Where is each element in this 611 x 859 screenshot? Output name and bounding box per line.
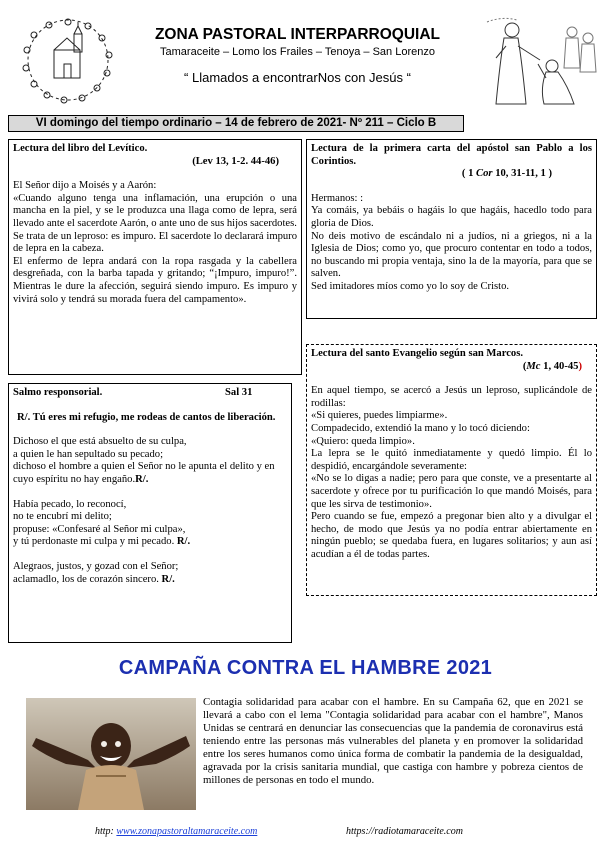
salmo-number: Sal 31 bbox=[225, 387, 253, 398]
salmo-verse: Dichoso el que está absuelto de su culpa, bbox=[13, 436, 187, 448]
levitico-ref: (Lev 13, 1-2. 44-46) bbox=[192, 155, 279, 167]
church-icon bbox=[54, 22, 82, 78]
corintios-ref: ( 1 Cor 10, 31-11, 1 ) bbox=[461, 168, 552, 180]
salmo-verse: propuse: «Confesaré al Señor mi culpa», bbox=[13, 523, 186, 535]
header-motto: “ Llamados a encontrarNos con Jesús “ bbox=[184, 70, 411, 85]
header-title: ZONA PASTORAL INTERPARROQUIAL bbox=[154, 26, 441, 43]
evangelio-ref: (Mc 1, 40-45) bbox=[522, 360, 582, 372]
levitico-reading bbox=[8, 139, 302, 375]
salmo-title-row bbox=[13, 387, 287, 400]
jesus-healing-illustration bbox=[482, 12, 600, 112]
children-ring-icon bbox=[23, 19, 112, 103]
footer-left bbox=[95, 826, 257, 837]
corintios-paragraph: No deis motivo de escándalo ni a judíos, ni a griegos, ni a la Iglesia de Dios; como yo, que procuro contentar en todo a todos, no buscando mi propia ventaja, sino la de la mayoría, para que se salven. bbox=[311, 230, 592, 280]
corintios-reading bbox=[306, 139, 597, 319]
corintios-paragraph: Hermanos: : bbox=[311, 192, 364, 204]
radio-link[interactable]: https://radiotamaraceite.com bbox=[346, 826, 463, 837]
header-subtitle: Tamaraceite – Lomo los Frailes – Tenoya – San Lorenzo bbox=[160, 46, 435, 58]
salmo-verse: Alegraos, justos, y gozad con el Señor; bbox=[13, 560, 179, 572]
leper-figure-icon bbox=[538, 60, 574, 104]
campaign-title: CAMPAÑA CONTRA EL HAMBRE 2021 bbox=[118, 657, 493, 679]
evangelio-paragraph: La lepra se le quitó inmediatamente y quedó limpio. Él lo despidió, encargándole severamente: bbox=[311, 448, 592, 472]
footer-http-prefix: http: bbox=[95, 826, 117, 837]
jesus-figure-icon bbox=[496, 23, 540, 104]
levitico-title: Lectura del libro del Levítico. bbox=[13, 143, 148, 154]
levitico-paragraph: El enfermo de lepra andará con la ropa rasgada y la cabellera desgreñada, con la barba tapada y gritando; “¡Impuro, impuro!”. Mientras le dure la afección, seguirá siendo impuro. Es impuro y vivirá solo y tendrá su morada fuera del campamento». bbox=[13, 255, 297, 305]
salmo-verse: aclamadlo, los de corazón sincero. R/. bbox=[13, 573, 175, 585]
salmo-responsorial bbox=[8, 383, 292, 643]
website-link[interactable]: www.zonapastoraltamaraceite.com bbox=[116, 826, 258, 837]
evangelio-paragraph: Pero cuando se fue, empezó a pregonar bien alto y a divulgar el hecho, de modo que Jesús ya no podía entrar abiertamente en ningún pueblo; se quedaba fuera, en lugares solitarios; y aun así acudían a él de todas partes. bbox=[311, 511, 592, 560]
salmo-title: Salmo responsorial. bbox=[13, 387, 103, 398]
salmo-verse: dichoso el hombre a quien el Señor no le apunta el delito y en cuyo espíritu no hay engaño.R/. bbox=[13, 461, 275, 485]
levitico-paragraph: Se trata de un leproso: es impuro. El sacerdote lo declarará impuro de lepra en la cabeza. bbox=[13, 230, 297, 255]
issue-info-bar: VI domingo del tiempo ordinario – 14 de febrero de 2021- Nº 211 – Ciclo B bbox=[8, 115, 464, 132]
evangelio-paragraph: «Quiero: queda limpio». bbox=[311, 435, 415, 447]
corintios-title: Lectura de la primera carta del apóstol san Pablo a los Corintios. bbox=[311, 143, 592, 167]
evangelio-paragraph: En aquel tiempo, se acercó a Jesús un leproso, suplicándole de rodillas: bbox=[311, 385, 592, 409]
evangelio-paragraph: Compadecido, extendió la mano y lo tocó diciendo: bbox=[311, 422, 530, 434]
corintios-paragraph: Sed imitadores míos como yo lo soy de Cristo. bbox=[311, 280, 510, 292]
salmo-verse: y tú perdonaste mi culpa y mi pecado. R/. bbox=[13, 536, 191, 548]
levitico-paragraph: El Señor dijo a Moisés y a Aarón: bbox=[13, 180, 157, 192]
evangelio-reading bbox=[306, 344, 597, 596]
levitico-paragraph: «Cuando alguno tenga una inflamación, una erupción o una mancha en la piel, y se le produzca una llaga como de lepra, será llevado ante el sacerdote Aarón, o ante uno de sus hijos sacerdotes. bbox=[13, 192, 297, 229]
salmo-response: R/. Tú eres mi refugio, me rodeas de cantos de liberación. bbox=[17, 411, 276, 423]
corintios-paragraph: Ya comáis, ya bebáis o hagáis lo que hagáis, hacedlo todo para gloria de Dios. bbox=[311, 205, 592, 229]
salmo-verse: a quien le han sepultado su pecado; bbox=[13, 448, 164, 460]
salmo-verse: Había pecado, lo reconocí, bbox=[13, 498, 127, 510]
parish-logo bbox=[12, 10, 124, 106]
campaign-photo bbox=[26, 698, 196, 810]
campaign-text: Contagia solidaridad para acabar con el hambre. En su Campaña 62, que en 2021 se llevará a cabo con el lema "Contagia solidaridad para acabar con el hambre", Manos Unidas se centrará en denunciar las consecuencias que la pandemia de coronavirus está teniendo entre las personas más vulnerables del planeta y en promover la solidaridad entre los seres humanos como única forma de combatir la pandemia de la desigualdad, agravada por la crisis sanitaria mundial, que castiga con hambre y pobreza cientos de millones de personas en todo el mundo. bbox=[203, 696, 583, 786]
evangelio-paragraph: «No se lo digas a nadie; pero para que conste, ve a presentarte al sacerdote y ofrece por tu purificación lo que mandó Moisés, para que les sirva de testimonio». bbox=[311, 473, 592, 510]
evangelio-paragraph: «Si quieres, puedes limpiarme». bbox=[311, 410, 448, 422]
salmo-verse: no te encubrí mi delito; bbox=[13, 511, 112, 523]
evangelio-title: Lectura del santo Evangelio según san Marcos. bbox=[311, 348, 523, 359]
